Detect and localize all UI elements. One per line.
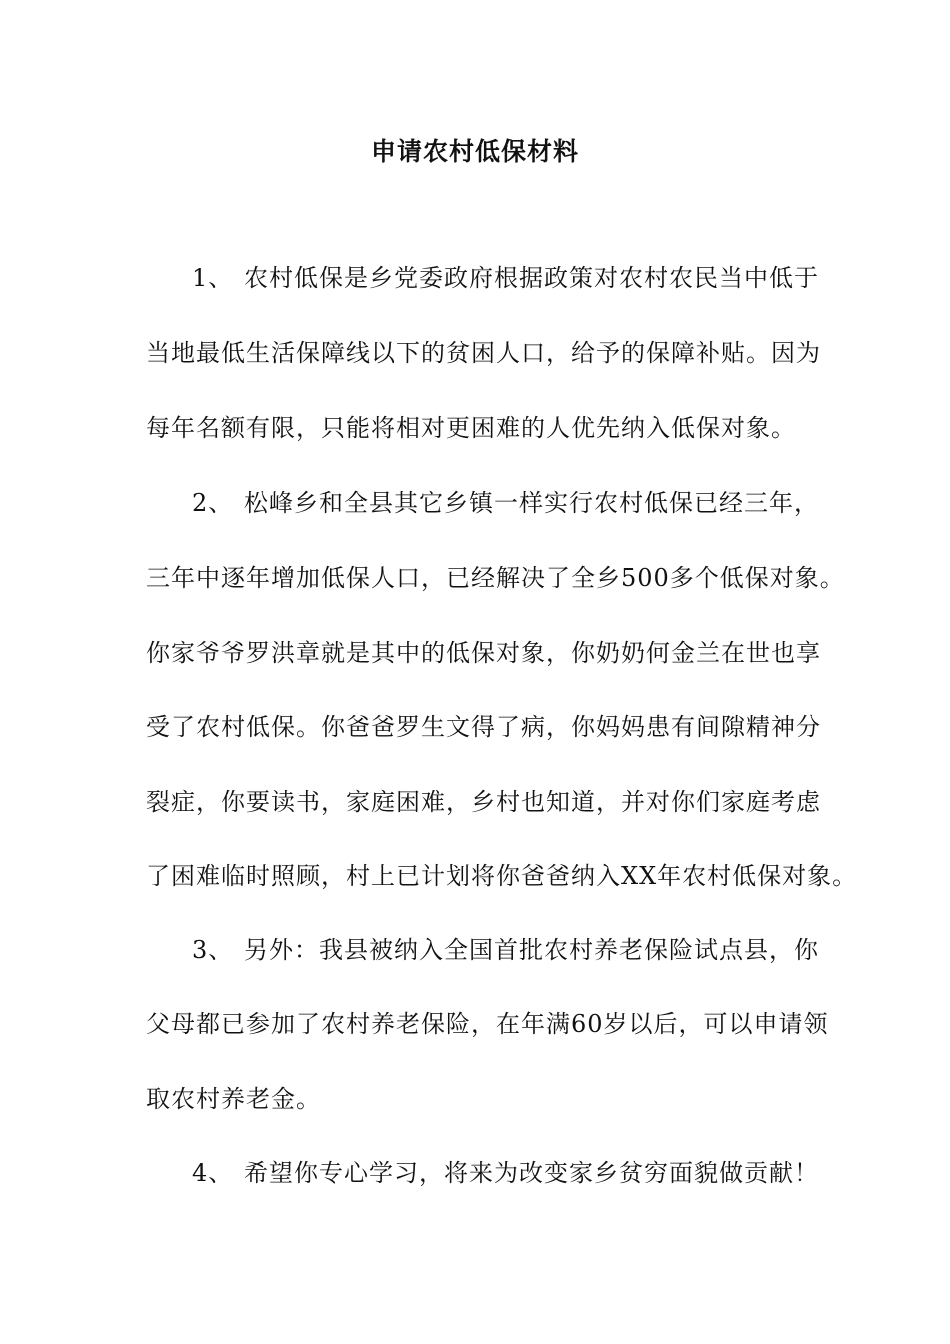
paragraph-3-line-1 [146,930,846,970]
paragraph-1-number: 1、 [192,264,234,292]
paragraph-3-line-2: 父母都已参加了农村养老保险，在年满60岁以后，可以申请领 [146,1010,829,1038]
paragraph-4-text-1: 希望你专心学习，将来为改变家乡贫穷面貌做贡献！ [244,1159,819,1187]
paragraph-1-line-2: 当地最低生活保障线以下的贫困人口，给予的保障补贴。因为 [146,339,821,367]
paragraph-1-line-3: 每年名额有限，只能将相对更困难的人优先纳入低保对象。 [146,414,796,442]
paragraph-2-number: 2、 [192,489,234,517]
paragraph-2-line-1 [146,483,846,523]
paragraph-4-line-1 [146,1153,846,1193]
paragraph-1-line-1 [146,258,846,298]
paragraph-2-line-2: 三年中逐年增加低保人口，已经解决了全乡500多个低保对象。 [146,564,845,592]
paragraph-1-text-1: 农村低保是乡党委政府根据政策对农村农民当中低于 [244,264,819,292]
paragraph-2-line-3: 你家爷爷罗洪章就是其中的低保对象，你奶奶何金兰在世也享 [146,639,821,667]
paragraph-3-text-1: 另外：我县被纳入全国首批农村养老保险试点县，你 [244,936,819,964]
paragraph-2-line-5: 裂症，你要读书，家庭困难，乡村也知道，并对你们家庭考虑 [146,788,821,816]
paragraph-3-line-3: 取农村养老金。 [146,1085,321,1113]
paragraph-3-number: 3、 [192,936,234,964]
paragraph-2-line-6: 了困难临时照顾，村上已计划将你爸爸纳入XX年农村低保对象。 [146,862,858,890]
paragraph-2-text-1: 松峰乡和全县其它乡镇一样实行农村低保已经三年， [244,489,819,517]
document-title: 申请农村低保材料 [370,137,579,166]
paragraph-4-number: 4、 [192,1159,234,1187]
paragraph-2-line-4: 受了农村低保。你爸爸罗生文得了病，你妈妈患有间隙精神分 [146,713,821,741]
